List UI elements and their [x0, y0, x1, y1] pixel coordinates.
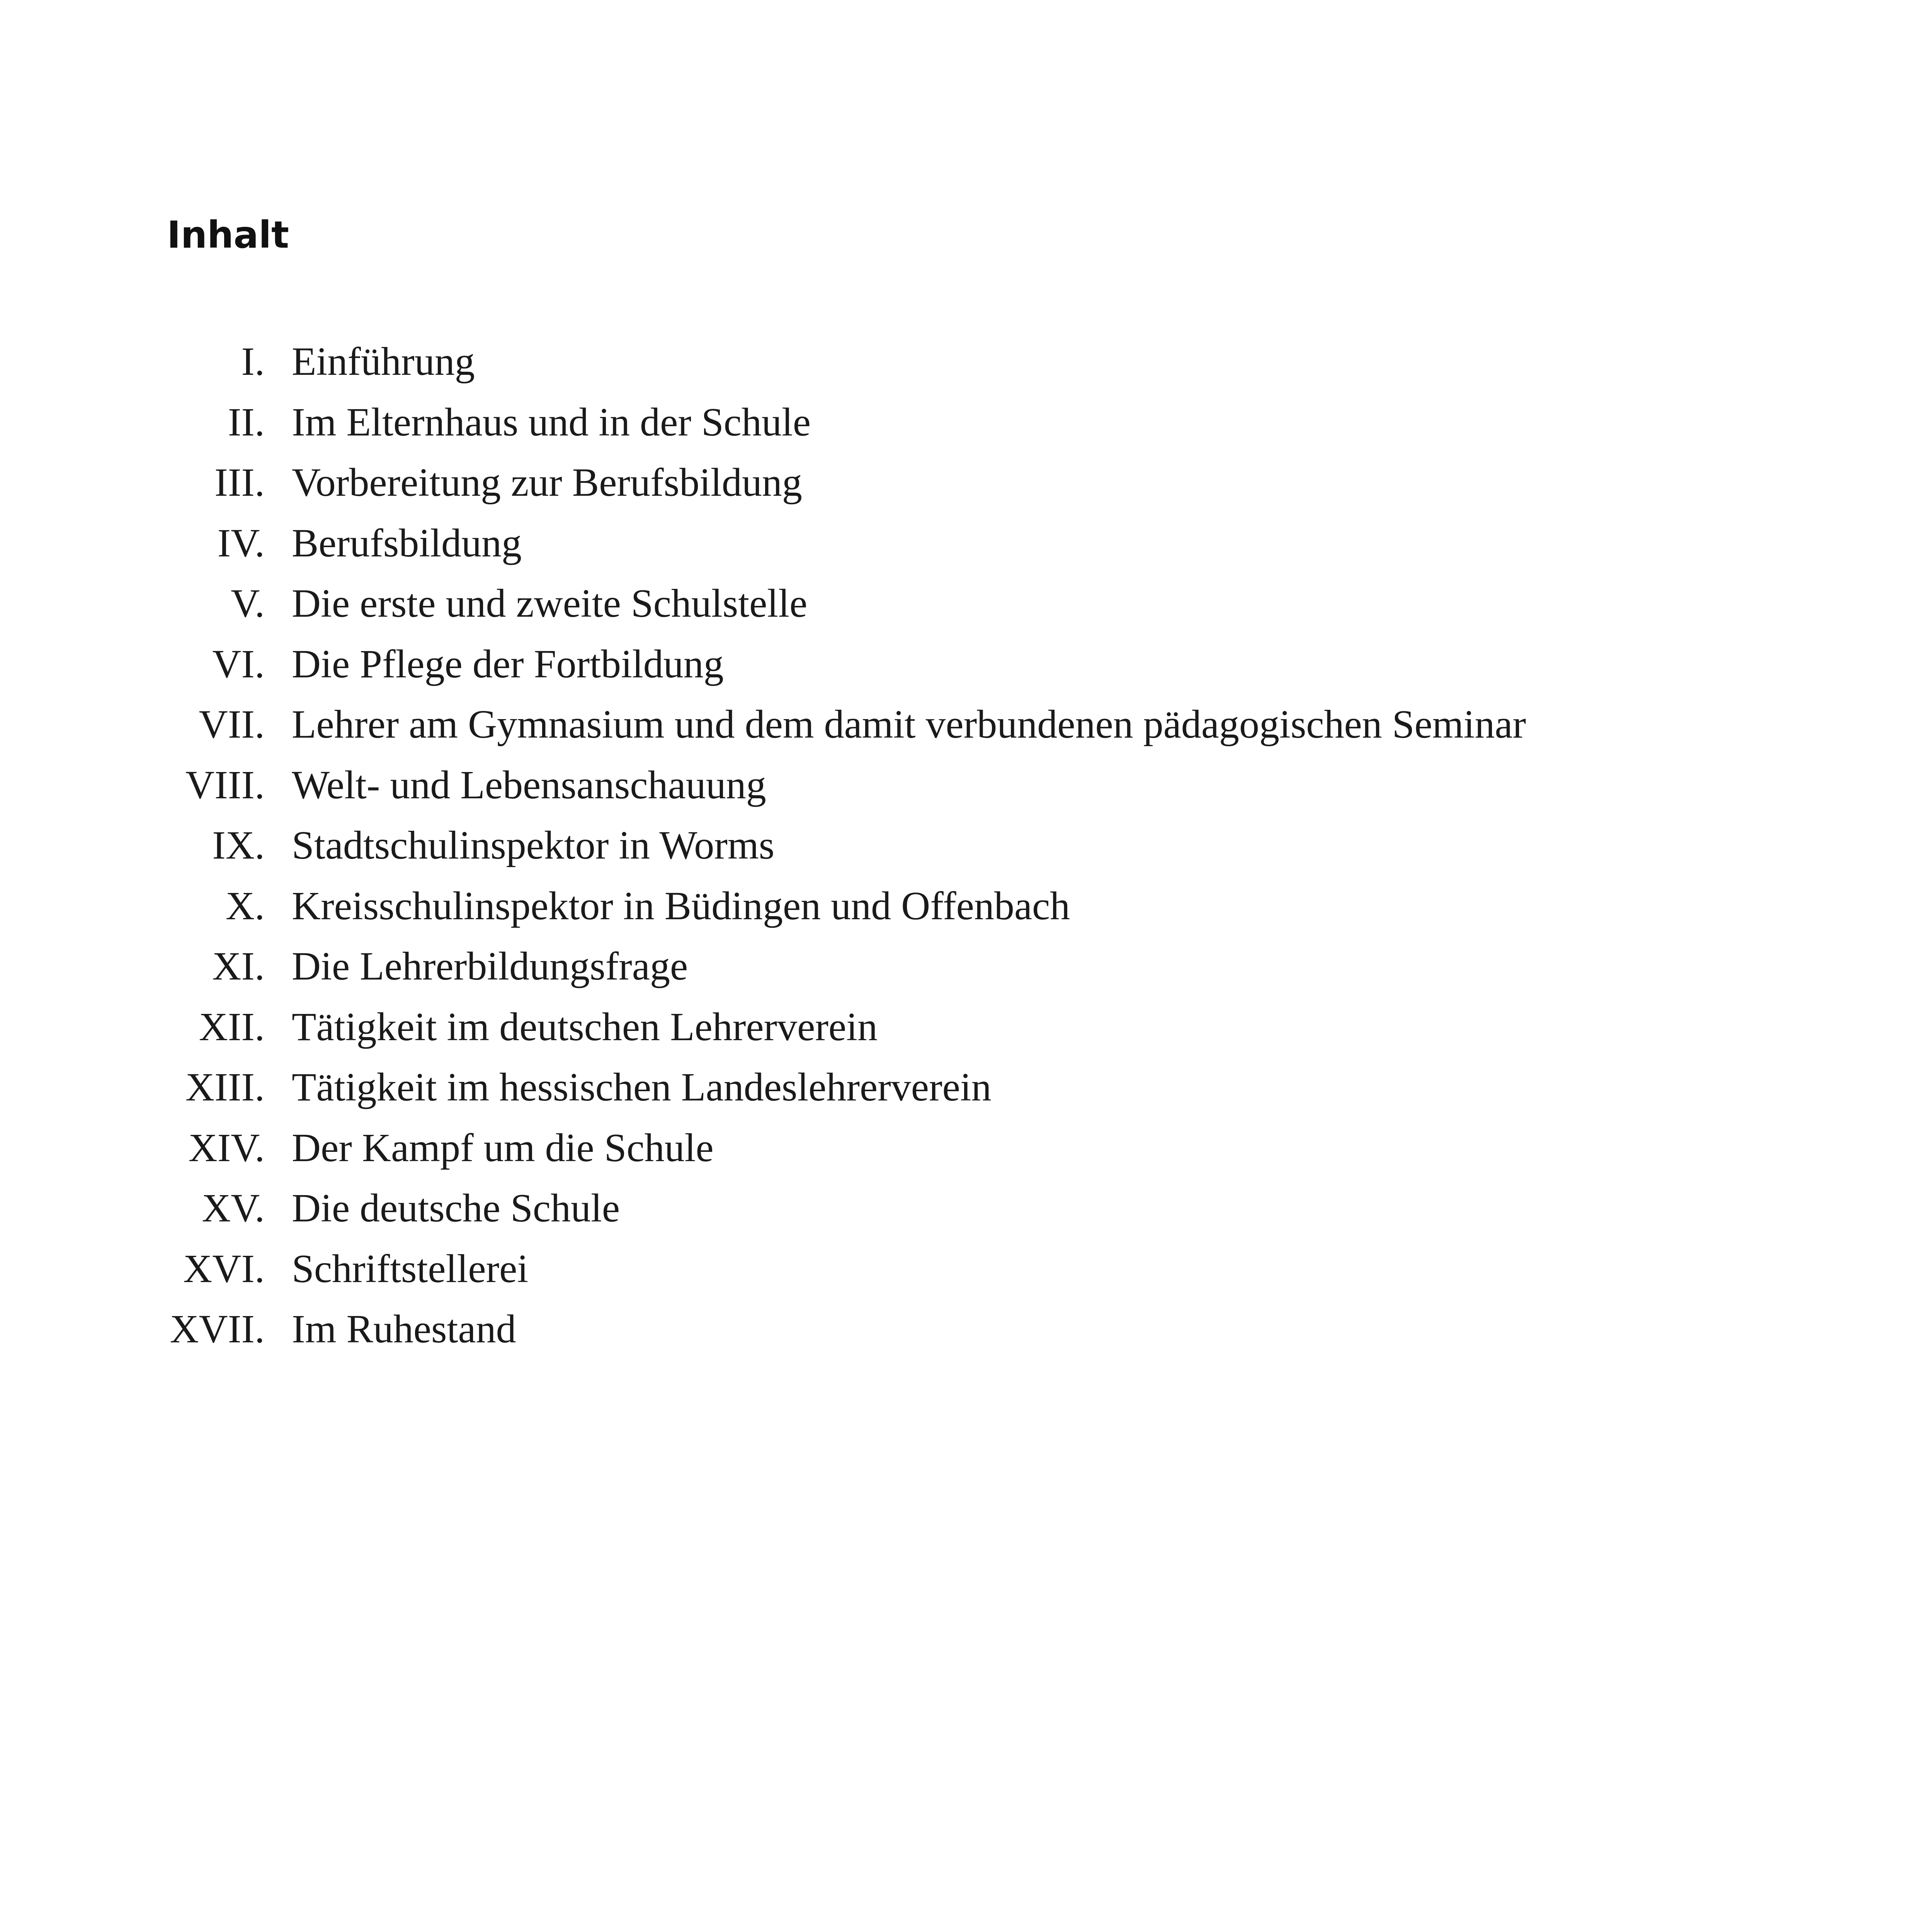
chapter-title: Die deutsche Schule: [292, 1186, 620, 1230]
chapter-number: XIII.: [185, 1065, 265, 1109]
chapter-number: VII.: [199, 702, 265, 747]
toc-entry: [116, 338, 1816, 398]
chapter-number: VIII.: [185, 762, 265, 807]
chapter-number: XI.: [212, 944, 265, 988]
chapter-title: Vorbereitung zur Berufsbildung: [292, 460, 802, 505]
chapter-title: Der Kampf um die Schule: [292, 1125, 714, 1170]
chapter-number: XV.: [202, 1186, 265, 1230]
chapter-number: I.: [241, 339, 265, 384]
chapter-title: Tätigkeit im hessischen Landeslehrerverein: [292, 1065, 992, 1109]
toc-entry: [116, 1003, 1816, 1064]
chapter-number: XIV.: [188, 1125, 265, 1170]
table-of-contents: [116, 338, 1816, 1366]
chapter-number: III.: [214, 460, 265, 505]
chapter-title: Einführung: [292, 339, 475, 384]
toc-entry: [116, 519, 1816, 580]
chapter-number: IX.: [212, 823, 265, 867]
chapter-number: IV.: [217, 520, 265, 565]
chapter-title: Tätigkeit im deutschen Lehrerverein: [292, 1004, 878, 1049]
chapter-number: XII.: [199, 1004, 265, 1049]
chapter-title: Kreisschulinspektor in Büdingen und Offenbach: [292, 883, 1070, 928]
chapter-title: Lehrer am Gymnasium und dem damit verbundenen pädagogischen Seminar: [292, 702, 1526, 747]
chapter-title: Im Elternhaus und in der Schule: [292, 400, 811, 444]
chapter-number: VI.: [212, 641, 265, 686]
toc-entry: [116, 1305, 1816, 1366]
toc-entry: [116, 701, 1816, 761]
toc-entry: [116, 1184, 1816, 1245]
toc-entry: [116, 882, 1816, 943]
toc-entry: [116, 761, 1816, 822]
toc-entry: [116, 1245, 1816, 1306]
chapter-number: V.: [231, 581, 265, 626]
chapter-number: X.: [225, 883, 265, 928]
chapter-title: Die Pflege der Fortbildung: [292, 641, 724, 686]
chapter-title: Die erste und zweite Schulstelle: [292, 581, 808, 626]
toc-entry: [116, 459, 1816, 519]
chapter-title: Berufsbildung: [292, 520, 522, 565]
toc-entry: [116, 640, 1816, 701]
chapter-title: Im Ruhestand: [292, 1307, 516, 1351]
toc-entry: [116, 1063, 1816, 1124]
chapter-number: II.: [228, 400, 265, 444]
toc-entry: [116, 580, 1816, 640]
toc-entry: [116, 821, 1816, 882]
chapter-title: Stadtschulinspektor in Worms: [292, 823, 775, 867]
toc-entry: [116, 398, 1816, 459]
chapter-title: Schriftstellerei: [292, 1246, 529, 1291]
toc-entry: [116, 942, 1816, 1003]
chapter-number: XVI.: [183, 1246, 265, 1291]
chapter-number: XVII.: [170, 1307, 265, 1351]
chapter-title: Die Lehrerbildungsfrage: [292, 944, 688, 988]
contents-heading: Inhalt: [167, 213, 289, 257]
chapter-title: Welt- und Lebensanschauung: [292, 762, 766, 807]
toc-entry: [116, 1124, 1816, 1185]
